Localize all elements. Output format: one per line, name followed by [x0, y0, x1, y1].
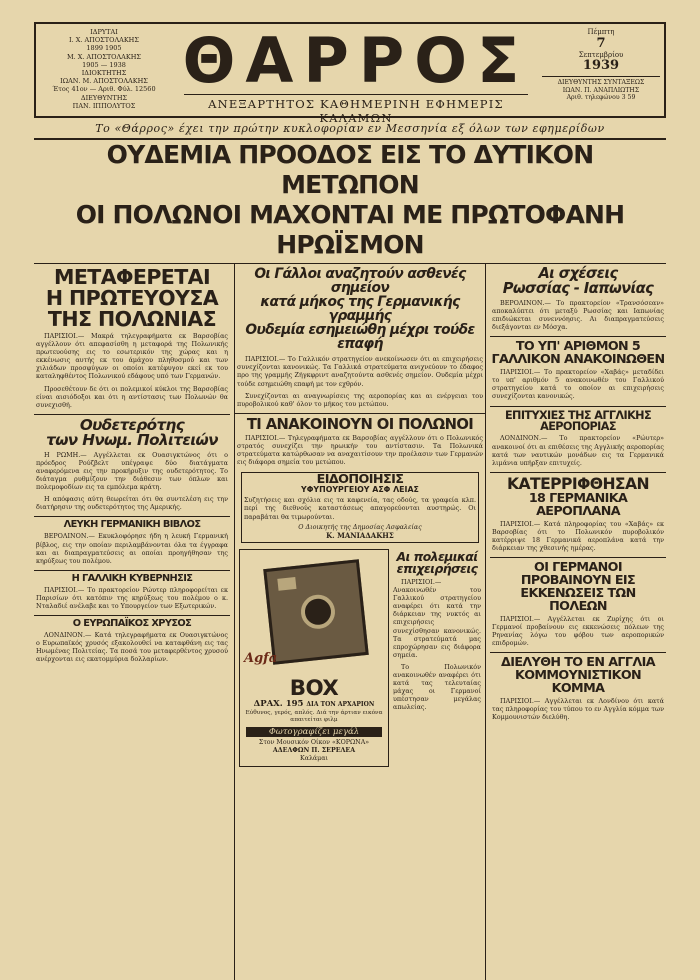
article-columns [34, 263, 666, 980]
brand-logo: Agfa [244, 650, 278, 666]
article-body: ΒΕΡΟΛΙΝΟΝ.— Εκυκλοφόρησε ήδη η λευκή Γερμανική βίβλος, εις την οποίαν περιλαμβάνονται όλα τα έγγραφα και αι διαπραγματεύσεις αι οποίαι προηγήθησαν της κηρύξεως του πολέμου. [36, 532, 228, 565]
article-body: ΠΑΡΙΣΙΟΙ.— Το πρακτορείον «Χαβάς» μεταδίδει το υπ' αριθμόν 5 ανακοινωθέν του Γαλλικού στρατηγείου κατά το οποίον αι επιχειρήσεις συνεχίζονται κανονικώς. [492, 368, 664, 401]
article-heading: Ουδετερότης των Ηνωμ. Πολιτειών [46, 415, 218, 450]
article-body: Η ΡΩΜΗ.— Αγγέλλεται εκ Ουασιγκτώνος ότι ο πρόεδρος Ρούζβελτ υπέγραψε δύο διατάγματα αναφερόμενα εις την προκήρυξιν της ουδετερότητος. Το διάταγμα ρυθμίζουν την διάθεσιν των όπλων και πολεμοφοδίων εις τα εμπόλεμα κράτη. [36, 450, 228, 492]
column-left [34, 264, 230, 980]
article-heading: Ρωσσίας - Ιαπωνίας [502, 279, 654, 297]
newspaper-subtitle: ΑΝΕΞΑΡΤΗΤΟΣ ΚΑΘΗΜΕΡΙΝΗ ΕΦΗΜΕΡΙΣ ΚΑΛΑΜΩΝ [184, 94, 528, 125]
article-body: ΛΟΝΔΙΝΟΝ.— Κατά τηλεγραφήματα εκ Ουασιγκτώνος ο Ευρωπαϊκός χρυσός εξακολουθεί να καταφθάνη εις τας Ηνωμένας Πολιτείας. Τα ποσά του μεταφερθέντος χρυσού ανέρχονται εις εκατομμύρια δολλαρίων. [36, 631, 228, 664]
column-right [490, 264, 666, 980]
camera-illustration [240, 554, 390, 674]
article-body: Το Πολωνικόν ανακοινωθέν αναφέρει ότι κατά τας τελευταίας μάχας οι Γερμανοί υπέστησαν μεγάλας απωλείας. [393, 662, 481, 712]
article-body: ΛΟΝΔΙΝΟΝ.— Το πρακτορείον «Ρώυτερ» ανακοινοί ότι αι επιθέσεις της Αγγλικής αεροπορίας κατά των ναυτικών μονάδων εις τα Γερμανικά λιμάνια υπήρξαν επιτυχείς. [492, 434, 664, 467]
camera-icon [263, 559, 369, 665]
article-heading: Οι Γάλλοι αναζητούν ασθενές σημείον [254, 266, 466, 297]
article-heading: ΟΙ ΓΕΡΜΑΝΟΙ ΠΡΟΒΑΙΝΟΥΝ ΕΙΣ ΕΚΚΕΝΩΣΕΙΣ ΤΩΝ ΠΟΛΕΩΝ [520, 559, 636, 613]
newspaper-logo: ΘΑΡΡΟΣ [182, 24, 530, 97]
article-body: Συνεχίζονται αι αναγνωρίσεις της αεροπορίας και αι ενέργειαι του πυροβολικού καθ' όλον το μήκος του μετώπου. [237, 391, 483, 408]
camera-advertisement: Agfa BOX ΔΡΑΧ. 195 ΔΙΑ ΤΟΝ ΑΡΧΑΡΙΟΝ Εύθυνος, γερός, απλός. Διά την άρτιαν εικόνα απαιτείται φιλμ Φωτογραφίζει μεγάλ Στον Μουσικόν Οίκον «ΚΟΡΩΝΑ» ΑΔΕΛΦΩΝ Π. ΣΕΡΕΛΕΑ Καλάμαι [239, 549, 389, 767]
article-heading: επιχειρήσεις [396, 561, 478, 577]
article-heading: Αι σχέσεις [538, 265, 618, 282]
article-heading: ΜΕΤΑΦΕΡΕΤΑΙ Η ΠΡΩΤΕΥΟΥΣΑ ΤΗΣ ΠΟΛΩΝΙΑΣ [45, 265, 219, 331]
notice-advertisement: ΕΙΔΟΠΟΙΗΣΙΣ ΥΦΥΠΟΥΡΓΕΙΟΥ ΑΣΦ ΛΕΙΑΣ Συζητήσεις και σχόλια εις τα καφενεία, τας οδούς, τα γραφεία κλπ. περί της διεθνούς καταστάσεως απαγορεύονται αυστηρώς. Οι παραβάται θα τιμωρούνται. Ο Διοικητής της Δημοσίας Ασφαλείας Κ. ΜΑΝΙΑΔΑΚΗΣ [241, 472, 479, 542]
main-headline-1: ΟΥΔΕΜΙΑ ΠΡΟΟΔΟΣ ΕΙΣ ΤΟ ΔΥΤΙΚΟΝ ΜΕΤΩΠΟΝ [106, 140, 594, 199]
article-heading: ΔΙΕΛΥΘΗ ΤΟ ΕΝ ΑΓΓΛΙΑ ΚΟΜΜΟΥΝΙΣΤΙΚΟΝ ΚΟΜΜΑ [501, 654, 655, 696]
article-body: ΠΑΡΙΣΙΟΙ.— Το πρακτορείον Ρώυτερ πληροφορείται εκ Παρισίων ότι κατόπιν της κηρύξεως του πολέμου ο κ. Νταλαδιέ ανέλαβε και το Υπουργείον των Εξωτερικών. [36, 585, 228, 610]
article-heading: κατά μήκος της Γερμανικής γραμμής [260, 294, 460, 325]
article-heading: 18 ΓΕΡΜΑΝΙΚΑ ΑΕΡΟΠΛΑΝΑ [528, 489, 628, 518]
article-heading: Ο ΕΥΡΩΠΑΪΚΟΣ ΧΡΥΣΟΣ [72, 618, 192, 630]
article-body: ΠΑΡΙΣΙΟΙ.— Αγγέλλεται εκ Ζυρίχης ότι οι Γερμανοί προβαίνουν εις εκκενώσεις πόλεων της Ρηνανίας λόγω του φόβου των αεροπορικών επιδρομών. [492, 614, 664, 648]
circulation-banner: Το «Θάρρος» έχει την πρώτην κυκλοφορίαν εν Μεσσηνία εξ όλων των εφημερίδων [34, 118, 666, 140]
article-heading: ΤΟ ΥΠ' ΑΡΙΘΜΟΝ 5 ΓΑΛΛΙΚΟΝ ΑΝΑΚΟΙΝΩΘΕΝ [491, 338, 665, 367]
article-heading: Αι πολεμικαί [396, 548, 478, 564]
article-body: ΠΑΡΙΣΙΟΙ.— Το Γαλλικόν στρατηγείον ανεκοίνωσεν ότι αι επιχειρήσεις συνεχίζονται κανονικώς. Τα Γαλλικά στρατεύματα ανιχνεύουν το έδαφος προ της γραμμής Ζήγκφριντ αναζητούντα ασθενές σημείον. Ουδεμία μέχρι τούδε εσημειώθη επαφή με τον εχθρόν. [237, 355, 483, 388]
masthead [34, 22, 666, 125]
article-heading: ΤΙ ΑΝΑΚΟΙΝΟΥΝ ΟΙ ΠΟΛΩΝΟΙ [246, 415, 474, 433]
article-heading: Η ΓΑΛΛΙΚΗ ΚΥΒΕΡΝΗΣΙΣ [71, 572, 193, 584]
article-body: ΠΑΡΙΣΙΟΙ.— Αγγέλλεται εκ Λονδίνου ότι κατά τας πληροφορίας του τύπου το εν Αγγλία κόμμα των Κομμουνιστών διελύθη. [492, 697, 664, 722]
article-body: ΠΑΡΙΣΙΟΙ.— Μακρά τηλεγραφήματα εκ Βαρσοβίας αγγέλλουν ότι απεφασίσθη η μεταφορά της Πολωνικής πρωτευούσης εις το εσωτερικόν της χώρας και η εκκένωσις αυτής εκ του άμάχου πληθυσμού και των χιλιάδων προσφύγων οι οποίοι κατέφυγον εκεί εκ του καταληφθέντος Πολωνικού εδάφους υπό των Γερμανών. [36, 331, 228, 381]
article-body: ΒΕΡΟΛΙΝΟΝ.— Το πρακτορείον «Τρανσόσεαν» αποκαλύπτει ότι μεταξύ Ρωσσίας και Ιαπωνίας επιδιώκεται συνεννόησις. Αι διαπραγματεύσεις διεξάγονται εν Μόσχα. [492, 298, 664, 332]
article-heading: Ουδεμία εσημειώθη μέχρι τούδε επαφή [245, 322, 475, 353]
article-heading: ΚΑΤΕΡΡΙΦΘΗΣΑΝ [507, 473, 649, 493]
masthead-founders: ΙΔΡΥΤΑΙ Ι. Χ. ΑΠΟΣΤΟΛΑΚΗΣ 1899 1905 Μ. Χ. ΑΠΟΣΤΟΛΑΚΗΣ 1905 — 1938 ΙΔΙΟΚΤΗΤΗΣ ΙΩΑΝ. Μ. ΑΠΟΣΤΟΛΑΚΗΣ Έτος 41ον — Αριθ. Φύλ. 12560 ΔΙΕΥΘΥΝΤΗΣ ΠΑΝ. ΙΠΠΟΛΥΤΟΣ [52, 28, 156, 110]
article-body: ΠΑΡΙΣΙΟΙ.— Κατά πληροφορίας του «Χαβάς» εκ Βαρσοβίας ότι το Πολωνικόν πυροβολικόν κατέρριψε 18 Γερμανικά αεροπλάνα κατά την διάρκειαν της χθεσινής ημέρας. [492, 519, 664, 552]
article-heading: ΕΠΙΤΥΧΙΕΣ ΤΗΣ ΑΓΓΛΙΚΗΣ ΑΕΡΟΠΟΡΙΑΣ [504, 408, 652, 433]
masthead-date: Πέμπτη 7 Σεπτεμβρίου 1939 ΔΙΕΥΘΥΝΤΗΣ ΣΥΝΤΑΞΕΩΣ ΙΩΑΝ. Π. ΑΝΑΠΛΙΩΤΗΣ Αριθ. τηλεφώνου 3 59 [542, 28, 660, 102]
article-body: ΠΑΡΙΣΙΟΙ.— Ανακοινωθέν του Γαλλικού στρατηγείου αναφέρει ότι κατά την διάρκειαν της νυκτός αι επιχειρήσεις συνεχίσθησαν κανονικώς. Τα στρατεύματά μας επροχώρησαν εις διάφορα σημεία. [393, 577, 481, 659]
article-body: Προσεθέτουν δε ότι οι πολεμικοί κύκλοι της Βαρσοβίας είναι αισιόδοξοι και ότι η αντίστασις των Πολωνών θα συνεχισθή. [36, 384, 228, 409]
column-center [234, 264, 486, 980]
article-heading: ΛΕΥΚΗ ΓΕΡΜΑΝΙΚΗ ΒΙΒΛΟΣ [63, 519, 201, 531]
article-body: Η απόφασις αύτη θεωρείται ότι θα συντελέση εις την διατήρησιν της ουδετερότητος της Αμερικής. [36, 495, 228, 512]
article-body: ΠΑΡΙΣΙΟΙ.— Τηλεγραφήματα εκ Βαρσοβίας αγγέλλουν ότι ο Πολωνικός στρατός συνεχίζει την ηρωικήν του αντίστασιν. Τα Πολωνικά στρατεύματα κατώρθωσαν να αναχαιτίσουν την προέλασιν των Γερμανών εις διάφορα σημεία του μετώπου. [237, 433, 483, 467]
main-headline-2: ΟΙ ΠΟΛΩΝΟΙ ΜΑΧΟΝΤΑΙ ΜΕ ΠΡΩΤΟΦΑΝΗ ΗΡΩΪΣΜΟΝ [75, 200, 625, 259]
masthead-title-block [176, 24, 536, 125]
